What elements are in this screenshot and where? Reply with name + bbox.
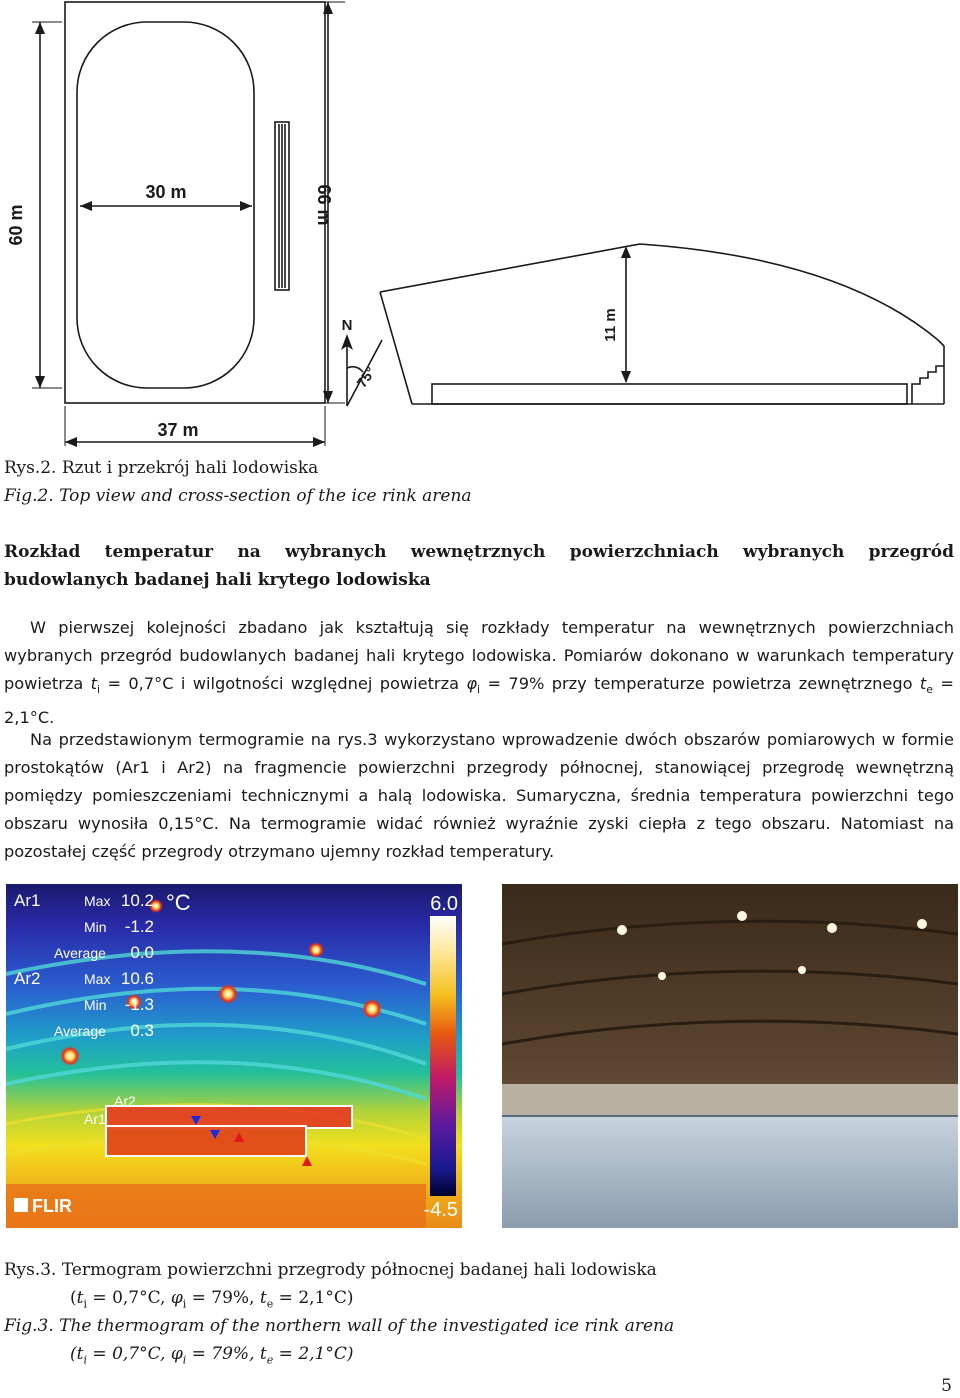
para2-text: Na przedstawionym termogramie na rys.3 wykorzystano wprowadzenie dwóch obszarów pomiarowych w formie prostokątów (Ar1 i Ar2) na fragmencie powierzchni przegrody północnej, stanowiącej przegrodę wewnętrzną pomiędzy pomieszczeniami technicznymi a halą lodowiska. Sumaryczna, średnia temperatura powierzchni tego obszaru wynosiła 0,15°C. Na termogramie widać również wyraźnie zyski ciepła z tego obszaru. Natomiast na pozostałej część przegrody otrzymano ujemny rozkład temperatury. <box>4 730 954 861</box>
dim-37m: 37 m <box>157 420 199 440</box>
te-sub: e <box>926 683 934 697</box>
dim-66m: 66 m <box>314 184 334 226</box>
color-scale-bar <box>430 916 456 1196</box>
stat-value: 10.2 <box>120 891 154 910</box>
north-label: N <box>341 317 353 334</box>
ar2-box-label: Ar2 <box>114 1093 136 1109</box>
stat-label: Average <box>54 1023 106 1039</box>
figure3-caption-en-cond: ($t_i = 0,7^\circ C$, $\varphi_i = 79\%$, $t_e = 2,1^\circ C$) <box>70 1344 354 1367</box>
stat-value: 10.6 <box>120 969 154 988</box>
ti-symbol: t <box>90 674 98 693</box>
scale-min: -4.5 <box>423 1199 458 1221</box>
figure3-caption-en: Fig.3. The thermogram of the northern wall of the investigated ice rink arena <box>4 1316 675 1336</box>
figure2-caption-en: Fig.2. Top view and cross-section of the ice rink arena <box>4 486 472 506</box>
stat-label: Min <box>84 919 107 935</box>
phi-sub: i <box>477 683 481 697</box>
phi-symbol: φ <box>466 674 478 693</box>
stat-label: Max <box>84 971 111 987</box>
stat-area-ar2: Ar2 <box>14 969 41 988</box>
section-heading: Rozkład temperatur na wybranych wewnętrznych powierzchniach wybranych przegród budowlanych badanej hali krytego lodowiska <box>4 542 954 590</box>
figure3-caption-pl-cond: ($t_i = 0,7^\circ C$, $\varphi_i = 79\%$, $t_e = 2,1^\circ C$) <box>70 1288 354 1311</box>
para1-text-b: = 0,7°C i wilgotności względnej powietrza <box>100 674 467 693</box>
unit-label: °C <box>166 890 191 915</box>
para1-text-d: = 2,1°C. <box>4 674 954 728</box>
figure3-caption-pl: Rys.3. Termogram powierzchni przegrody północnej badanej hali lodowiska <box>4 1260 657 1280</box>
ti-sub: i <box>97 683 101 697</box>
stat-value: 0.3 <box>130 1021 154 1040</box>
paragraph-1 <box>4 614 954 732</box>
stat-label: Min <box>84 997 107 1013</box>
paragraph-2 <box>4 726 954 866</box>
building-outline <box>65 2 325 403</box>
te-symbol: t <box>919 674 927 693</box>
stat-value: 0.0 <box>130 943 154 962</box>
dim-60m: 60 m <box>6 204 26 246</box>
stat-value: -1.3 <box>124 995 154 1014</box>
thermogram-image <box>6 884 462 1228</box>
stat-area-ar1: Ar1 <box>14 891 41 910</box>
para1-text-a: W pierwszej kolejności zbadano jak kształtują się rozkłady temperatur na wewnętrznych powierzchniach wybranych przegród budowlanych badanej hali krytego lodowiska. Pomiarów dokonano w warunkach temperatury powietrza <box>4 618 954 693</box>
cross-section <box>380 244 944 404</box>
figure2-plan-drawing <box>0 0 960 450</box>
stat-label: Average <box>54 945 106 961</box>
page-number: 5 <box>941 1376 952 1396</box>
angle-label: 75° <box>353 363 379 391</box>
figure2-caption-pl: Rys.2. Rzut i przekrój hali lodowiska <box>4 458 319 478</box>
para1-text-c: = 79% przy temperaturze powietrza zewnętrznego <box>480 674 920 693</box>
rink-outline <box>77 22 254 388</box>
rink-photo <box>502 884 958 1228</box>
ar1-box-label: Ar1 <box>84 1111 106 1127</box>
flir-logo-icon <box>14 1198 28 1212</box>
stat-value: -1.2 <box>124 917 154 936</box>
dim-11m: 11 m <box>602 308 619 342</box>
scale-max: 6.0 <box>430 893 458 915</box>
dim-30m: 30 m <box>145 182 187 202</box>
flir-brand: FLIR <box>32 1196 72 1216</box>
stat-label: Max <box>84 893 111 909</box>
